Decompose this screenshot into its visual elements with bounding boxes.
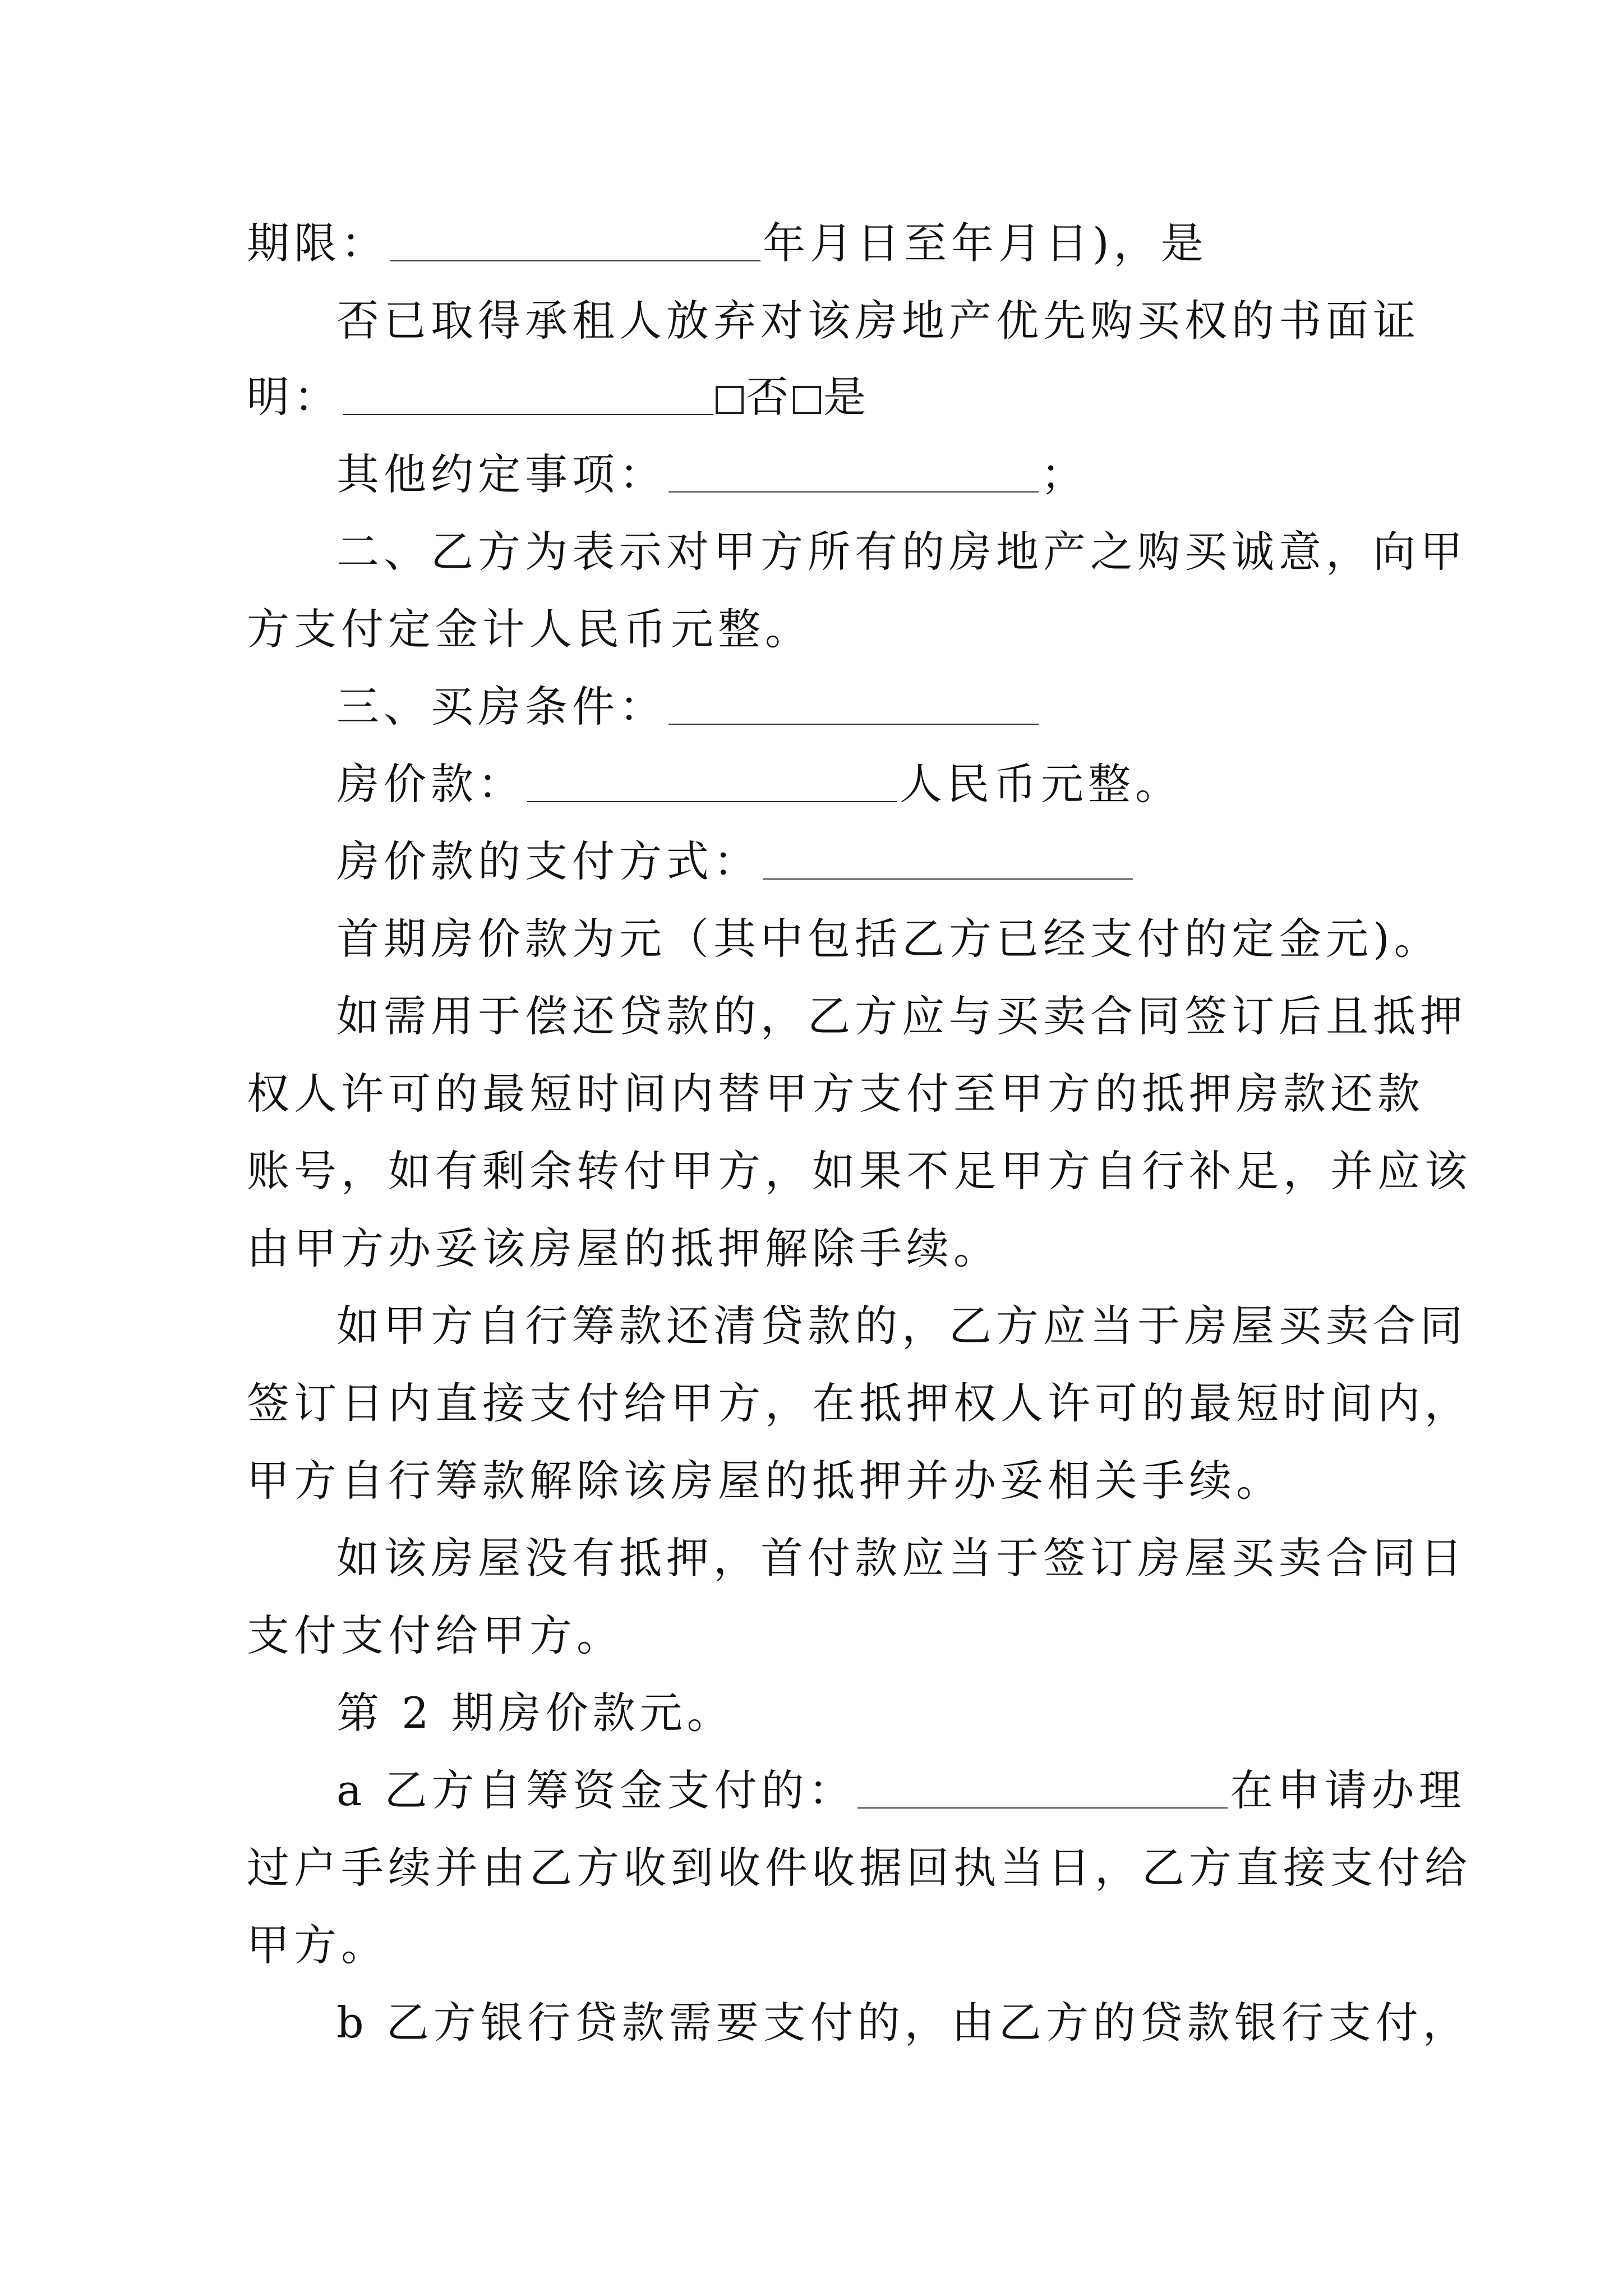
self-funded-blank[interactable] — [857, 1769, 1228, 1809]
payment-method-blank[interactable] — [763, 840, 1133, 880]
term-text: 年月日至年月日)，是 — [763, 218, 1208, 268]
line-19 — [247, 1608, 624, 1664]
price-unit: 人民币元整。 — [900, 759, 1182, 809]
paragraph-text: b 乙方银行贷款需要支付的，由乙方的贷款银行支付， — [336, 1998, 1470, 2047]
line-15 — [336, 1298, 1467, 1354]
line-17 — [247, 1453, 1283, 1509]
paragraph-text: 账号，如有剩余转付甲方，如果不足甲方自行补足，并应该 — [247, 1146, 1472, 1196]
line-8 — [336, 756, 1182, 812]
paragraph-text: 第 2 期房价款元。 — [336, 1688, 734, 1738]
line-18 — [336, 1530, 1467, 1586]
line-24 — [336, 1995, 1470, 2051]
proof-blank[interactable] — [343, 376, 713, 415]
paragraph-text: 否已取得承租人放弃对该房地产优先购买权的书面证 — [336, 296, 1420, 346]
paragraph-text: 如甲方自行筹款还清贷款的，乙方应当于房屋买卖合同 — [336, 1301, 1467, 1351]
term-blank[interactable] — [390, 222, 760, 261]
line-21 — [336, 1763, 1465, 1819]
line-3 — [247, 369, 870, 425]
paragraph-text: 支付支付给甲方。 — [247, 1611, 624, 1660]
paragraph-text: 如该房屋没有抵押，首付款应当于签订房屋买卖合同日 — [336, 1533, 1467, 1583]
line-23 — [247, 1917, 388, 1973]
line-22 — [247, 1840, 1472, 1896]
line-20 — [336, 1685, 734, 1741]
conditions-blank[interactable] — [668, 685, 1039, 725]
price-label: 房价款： — [336, 759, 525, 809]
paragraph-text: 权人许可的最短时间内替甲方支付至甲方的抵押房款还款 — [247, 1069, 1424, 1119]
line-9 — [336, 834, 1135, 890]
paragraph-text: 方支付定金计人民币元整。 — [247, 604, 812, 654]
line-7 — [336, 679, 1041, 735]
line-11 — [336, 988, 1467, 1045]
paragraph-text: 二、乙方为表示对甲方所有的房地产之购买诚意，向甲 — [336, 527, 1467, 577]
paragraph-text: 甲方。 — [247, 1920, 388, 1970]
payment-method-label: 房价款的支付方式： — [336, 836, 760, 886]
line-4 — [336, 447, 1088, 503]
line-1 — [247, 215, 1208, 272]
paragraph-text: 首期房价款为元（其中包括乙方已经支付的定金元)。 — [336, 914, 1441, 964]
line-12 — [247, 1066, 1424, 1122]
self-funded-label: a 乙方自筹资金支付的： — [336, 1765, 856, 1815]
paragraph-text: 签订日内直接支付给甲方，在抵押权人许可的最短时间内， — [247, 1378, 1472, 1428]
term-label: 期限： — [247, 218, 388, 268]
line-13 — [247, 1143, 1472, 1199]
line-16 — [247, 1375, 1472, 1432]
conditions-label: 三、买房条件： — [336, 682, 666, 731]
proof-label: 明： — [247, 372, 341, 422]
paragraph-text: 甲方自行筹款解除该房屋的抵押并办妥相关手续。 — [247, 1456, 1283, 1506]
self-funded-text: 在申请办理 — [1230, 1765, 1466, 1815]
line-5 — [336, 524, 1467, 580]
checkbox-yes-label: 是 — [823, 372, 870, 422]
paragraph-text: 由甲方办妥该房屋的抵押解除手续。 — [247, 1223, 1000, 1273]
paragraph-text: 如需用于偿还贷款的，乙方应与买卖合同签订后且抵押 — [336, 991, 1467, 1041]
checkbox-no-label: 否 — [746, 372, 793, 422]
line-10 — [336, 911, 1441, 967]
other-terms-end: ； — [1041, 449, 1088, 499]
line-6 — [247, 601, 812, 657]
line-2 — [336, 293, 1420, 349]
line-14 — [247, 1221, 1000, 1277]
checkbox-yes[interactable] — [793, 386, 821, 414]
checkbox-no[interactable] — [716, 386, 744, 414]
other-terms-blank[interactable] — [668, 453, 1039, 493]
price-blank[interactable] — [527, 763, 897, 802]
paragraph-text: 过户手续并由乙方收到收件收据回执当日，乙方直接支付给 — [247, 1843, 1472, 1893]
other-terms-label: 其他约定事项： — [336, 449, 666, 499]
